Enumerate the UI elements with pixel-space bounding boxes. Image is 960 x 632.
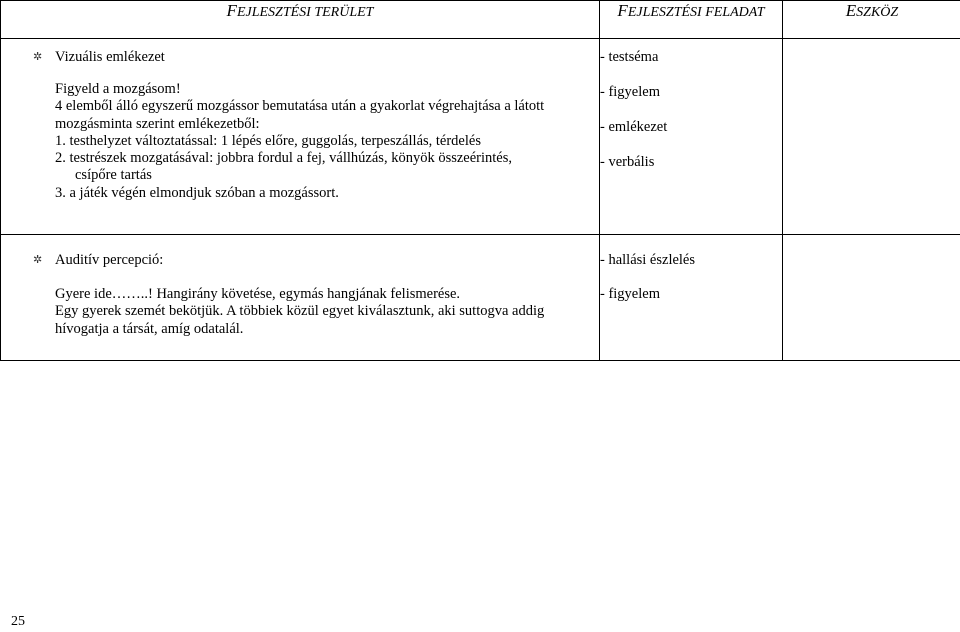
task-item: - emlékezet bbox=[600, 119, 668, 135]
row1-line: 4 elemből álló egyszerű mozgássor bemutatása után a gyakorlat végrehajtása a látott bbox=[55, 98, 545, 115]
row1-line: mozgásminta szerint emlékezetből: bbox=[55, 115, 260, 132]
task-item: - figyelem bbox=[600, 286, 660, 302]
row1-title: Vizuális emlékezet bbox=[55, 49, 165, 65]
row2-task-cell bbox=[600, 235, 783, 361]
table-header-row bbox=[1, 1, 960, 39]
row1-line: csípőre tartás bbox=[75, 167, 152, 184]
header-tools: ESZKÖZ bbox=[783, 1, 960, 39]
row1-task-cell bbox=[600, 39, 783, 235]
table-row bbox=[1, 39, 960, 235]
row2-tools-cell bbox=[783, 235, 960, 361]
row2-line: hívogatja a társát, amíg odatalál. bbox=[55, 320, 244, 337]
table-row bbox=[1, 235, 960, 361]
row2-line: Egy gyerek szemét bekötjük. A többiek közül egyet kiválasztunk, aki suttogva addig bbox=[55, 303, 545, 320]
header-development-task: FEJLESZTÉSI FELADAT bbox=[600, 1, 783, 39]
row1-line: 3. a játék végén elmondjuk szóban a mozgássort. bbox=[55, 184, 339, 201]
row2-area-cell bbox=[1, 235, 600, 361]
row2-line: Gyere ide……..! Hangirány követése, egymás hangjának felismerése. bbox=[55, 286, 461, 302]
row1-area-cell bbox=[1, 39, 600, 235]
task-item: - testséma bbox=[600, 49, 659, 65]
task-item: - hallási észlelés bbox=[600, 252, 696, 268]
header-development-area: FEJLESZTÉSI TERÜLET bbox=[1, 1, 600, 39]
row1-line: Figyeld a mozgásom! bbox=[55, 81, 181, 97]
row1-tools-cell bbox=[783, 39, 960, 235]
row2-title-line bbox=[1, 252, 599, 270]
row1-line: 1. testhelyzet változtatással: 1 lépés előre, guggolás, terpeszállás, térdelés bbox=[55, 132, 481, 149]
row2-title: Auditív percepció: bbox=[55, 252, 164, 268]
flower-bullet-icon: ✲ bbox=[33, 254, 43, 266]
row1-line: 2. testrészek mozgatásával: jobbra fordul a fej, vállhúzás, könyök összeérintés, bbox=[55, 150, 512, 167]
row1-title-line bbox=[1, 49, 599, 67]
page-number: 25 bbox=[11, 614, 25, 629]
task-item: - verbális bbox=[600, 154, 655, 170]
task-item: - figyelem bbox=[600, 84, 660, 100]
flower-bullet-icon: ✲ bbox=[33, 51, 43, 63]
